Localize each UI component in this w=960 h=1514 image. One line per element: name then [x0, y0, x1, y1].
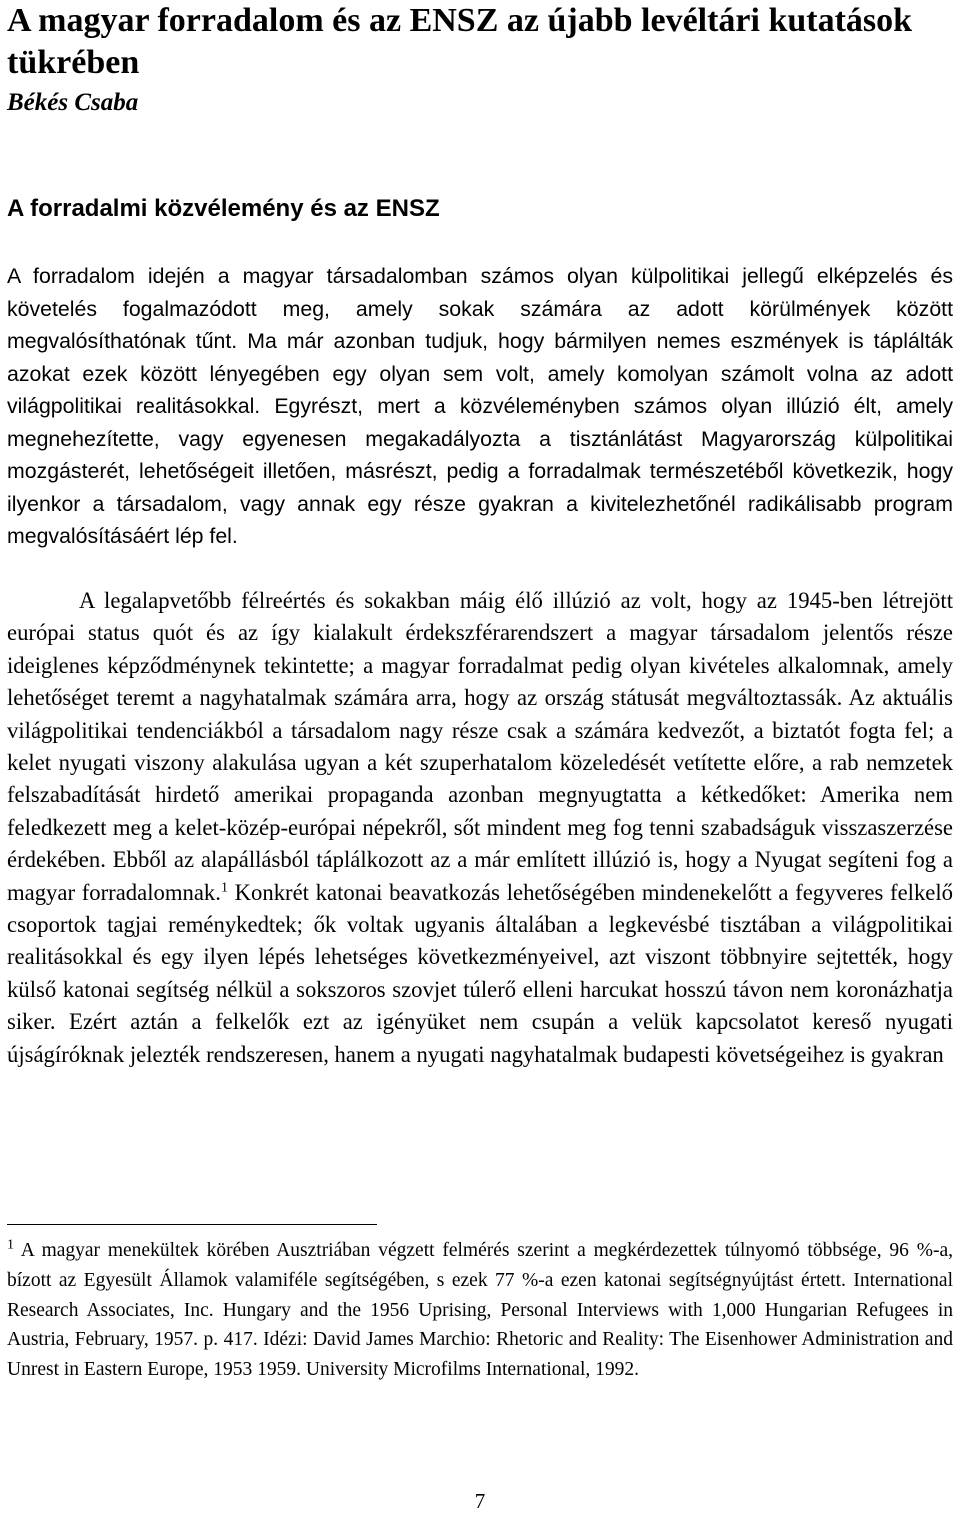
document-title: A magyar forradalom és az ENSZ az újabb levéltári kutatások tükrében — [7, 2, 913, 81]
body-paragraph-2 — [7, 585, 953, 1071]
section-heading: A forradalmi közvélemény és az ENSZ — [7, 195, 440, 222]
paragraph-2-text-part-2: Konkrét katonai beavatkozás lehetőségében mindenekelőtt a fegyveres felkelő csoportok tagjai reménykedtek; ők voltak ugyanis általában a legkevésbé tisztában a világpolitikai realitásokkal és egy ilyen lépés lehetséges következményeivel, azt viszont többnyire sejtették, hogy külső katonai segítség nélkül a sokszoros szovjet túlerő elleni harcukat hosszú távon nem koronázhatja siker. Ezért aztán a felkelők ezt az igényüket nem csupán a velük kapcsolatot kereső nyugati újságíróknak jelezték rendszeresen, hanem a nyugati nagyhatalmak budapesti követségeihez is gyakran — [7, 879, 954, 1067]
footnote-text: A magyar menekültek körében Ausztriában végzett felmérés szerint a megkérdezettek túlnyomó többsége, 96 %-a, bízott az Egyesült Államok valamiféle segítségében, s ezek 77 %-a ezen katonai segítségnyújtást értett. International Research Associates, Inc. Hungary and the 1956 Uprising, Personal Interviews with 1,000 Hungarian Refugees in Austria, February, 1957. p. 417. Idézi: David James Marchio: Rhetoric and Reality: The Eisenhower Administration and Unrest in Eastern Europe, 1953 1959. University Microfilms International, 1992. — [7, 1240, 953, 1381]
footnote — [7, 1236, 953, 1385]
footnote-separator — [7, 1224, 377, 1225]
footnote-reference: 1 — [220, 880, 228, 896]
body-paragraph-1: A forradalom idején a magyar társadalomban számos olyan külpolitikai jellegű elképzelés és követelés fogalmazódott meg, amely sokak számára az adott körülmények között megvalósíthatónak tűnt. Ma már azonban tudjuk, hogy bármilyen nemes eszmények is táplálták azokat ezek között lényegében egy olyan sem volt, amely komolyan számolt volna az adott világpolitikai realitásokkal. Egyrészt, mert a közvéleményben számos olyan illúzió élt, amely megnehezítette, vagy egyenesen megakadályozta a tisztánlátást Magyarország külpolitikai mozgásterét, lehetőségeit illetően, másrészt, pedig a forradalmak természetéből következik, hogy ilyenkor a társadalom, vagy annak egy része gyakran a kivitelezhetőnél radikálisabb program megvalósításáért lép fel. — [7, 264, 953, 548]
page-number: 7 — [474, 1489, 486, 1513]
paragraph-2-text-part-1: A legalapvetőbb félreértés és sokakban máig élő illúzió az volt, hogy az 1945-ben létrejött európai status quót és az így kialakult érdekszférarendszert a magyar társadalom jelentős része ideiglenes képződménynek tekintette; a magyar forradalmat pedig olyan kivételes alkalomnak, amely lehetőséget teremt a nagyhatalmak számára arra, hogy az ország státusát megváltoztassák. Az aktuális világpolitikai tendenciákból a társadalom nagy része csak a számára kedvezőt, a biztatót fogta fel; a kelet nyugati viszony alakulása ugyan a két szuperhatalom közeledését vetítette előre, a rab nemzetek felszabadítását hirdető amerikai propaganda azonban megnyugtatta a kétkedőket: Amerika nem feledkezett meg a kelet-közép-európai népekről, sőt mindent meg fog tenni szabadságuk visszaszerzése érdekében. Ebből az alapállásból táplálkozott az a már említett illúzió is, hogy a Nyugat segíteni fog a magyar forradalomnak. — [7, 588, 953, 905]
author-name: Békés Csaba — [7, 89, 139, 116]
footnote-number: 1 — [7, 1237, 14, 1253]
